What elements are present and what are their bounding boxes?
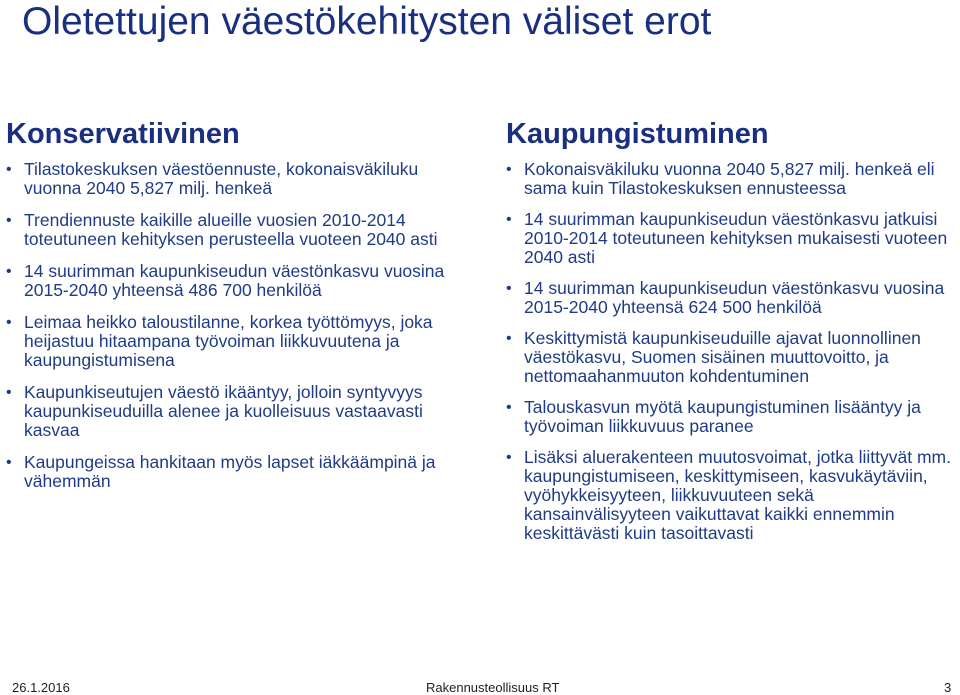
footer-organization: Rakennusteollisuus RT [426, 680, 560, 695]
urbanization-heading: Kaupungistuminen [506, 118, 769, 150]
conservative-heading: Konservatiivinen [6, 118, 240, 150]
list-item [506, 279, 958, 317]
list-item-text: Trendiennuste kaikille alueille vuosien 2010-2014 toteutuneen kehityksen perusteella vuoteen 2040 asti [24, 210, 438, 249]
list-item-text: Kaupungeissa hankitaan myös lapset iäkkäämpinä ja vähemmän [24, 452, 436, 491]
footer-date: 26.1.2016 [12, 680, 70, 695]
bullet-icon: • [6, 384, 12, 401]
list-item-text: Lisäksi aluerakenteen muutosvoimat, jotka liittyvät mm. kaupungistumiseen, keskittymiseen, kasvukäytäviin, vyöhykkeisyyteen, liikkuvuuteen sekä kansainvälisyyteen vaikuttavat kaikki ennemmin keskittävästi kuin tasoittavasti [524, 447, 951, 543]
list-item [6, 211, 476, 249]
list-item-text: Kaupunkiseutujen väestö ikääntyy, jolloin syntyvyys kaupunkiseuduilla alenee ja kuolleisuus vastaavasti kasvaa [24, 382, 423, 440]
list-item-text: Tilastokeskuksen väestöennuste, kokonaisväkiluku vuonna 2040 5,827 milj. henkeä [24, 159, 419, 198]
bullet-icon: • [6, 212, 12, 229]
bullet-icon: • [6, 454, 12, 471]
list-item [506, 448, 958, 543]
urbanization-column [506, 118, 958, 555]
list-item [506, 210, 958, 267]
conservative-bullet-list [6, 160, 476, 491]
bullet-icon: • [506, 211, 512, 228]
urbanization-bullet-list [506, 160, 958, 543]
bullet-icon: • [6, 161, 12, 178]
conservative-column [6, 118, 476, 504]
bullet-icon: • [506, 449, 512, 466]
list-item [506, 398, 958, 436]
slide-title: Oletettujen väestökehitysten väliset erot [22, 0, 712, 43]
bullet-icon: • [506, 330, 512, 347]
list-item-text: Kokonaisväkiluku vuonna 2040 5,827 milj. henkeä eli sama kuin Tilastokeskuksen ennusteessa [524, 159, 935, 198]
list-item [6, 313, 476, 370]
list-item-text: 14 suurimman kaupunkiseudun väestönkasvu vuosina 2015-2040 yhteensä 486 700 henkilöä [24, 261, 445, 300]
list-item [506, 329, 958, 386]
bullet-icon: • [506, 280, 512, 297]
list-item [6, 383, 476, 440]
list-item [506, 160, 958, 198]
list-item [6, 453, 476, 491]
bullet-icon: • [6, 314, 12, 331]
bullet-icon: • [506, 399, 512, 416]
page-number: 3 [944, 680, 952, 695]
list-item-text: Talouskasvun myötä kaupungistuminen lisääntyy ja työvoiman liikkuvuus paranee [524, 397, 921, 436]
list-item-text: Leimaa heikko taloustilanne, korkea työttömyys, joka heijastuu hitaampana työvoiman liikkuvuutena ja kaupungistumisena [24, 312, 433, 370]
list-item-text: Keskittymistä kaupunkiseuduille ajavat luonnollinen väestökasvu, Suomen sisäinen muuttovoitto, ja nettomaahanmuuton kohdentuminen [524, 328, 921, 386]
list-item [6, 262, 476, 300]
list-item [6, 160, 476, 198]
list-item-text: 14 suurimman kaupunkiseudun väestönkasvu jatkuisi 2010-2014 toteutuneen kehityksen mukaisesti vuoteen 2040 asti [524, 209, 948, 267]
bullet-icon: • [506, 161, 512, 178]
bullet-icon: • [6, 263, 12, 280]
list-item-text: 14 suurimman kaupunkiseudun väestönkasvu vuosina 2015-2040 yhteensä 624 500 henkilöä [524, 278, 945, 317]
